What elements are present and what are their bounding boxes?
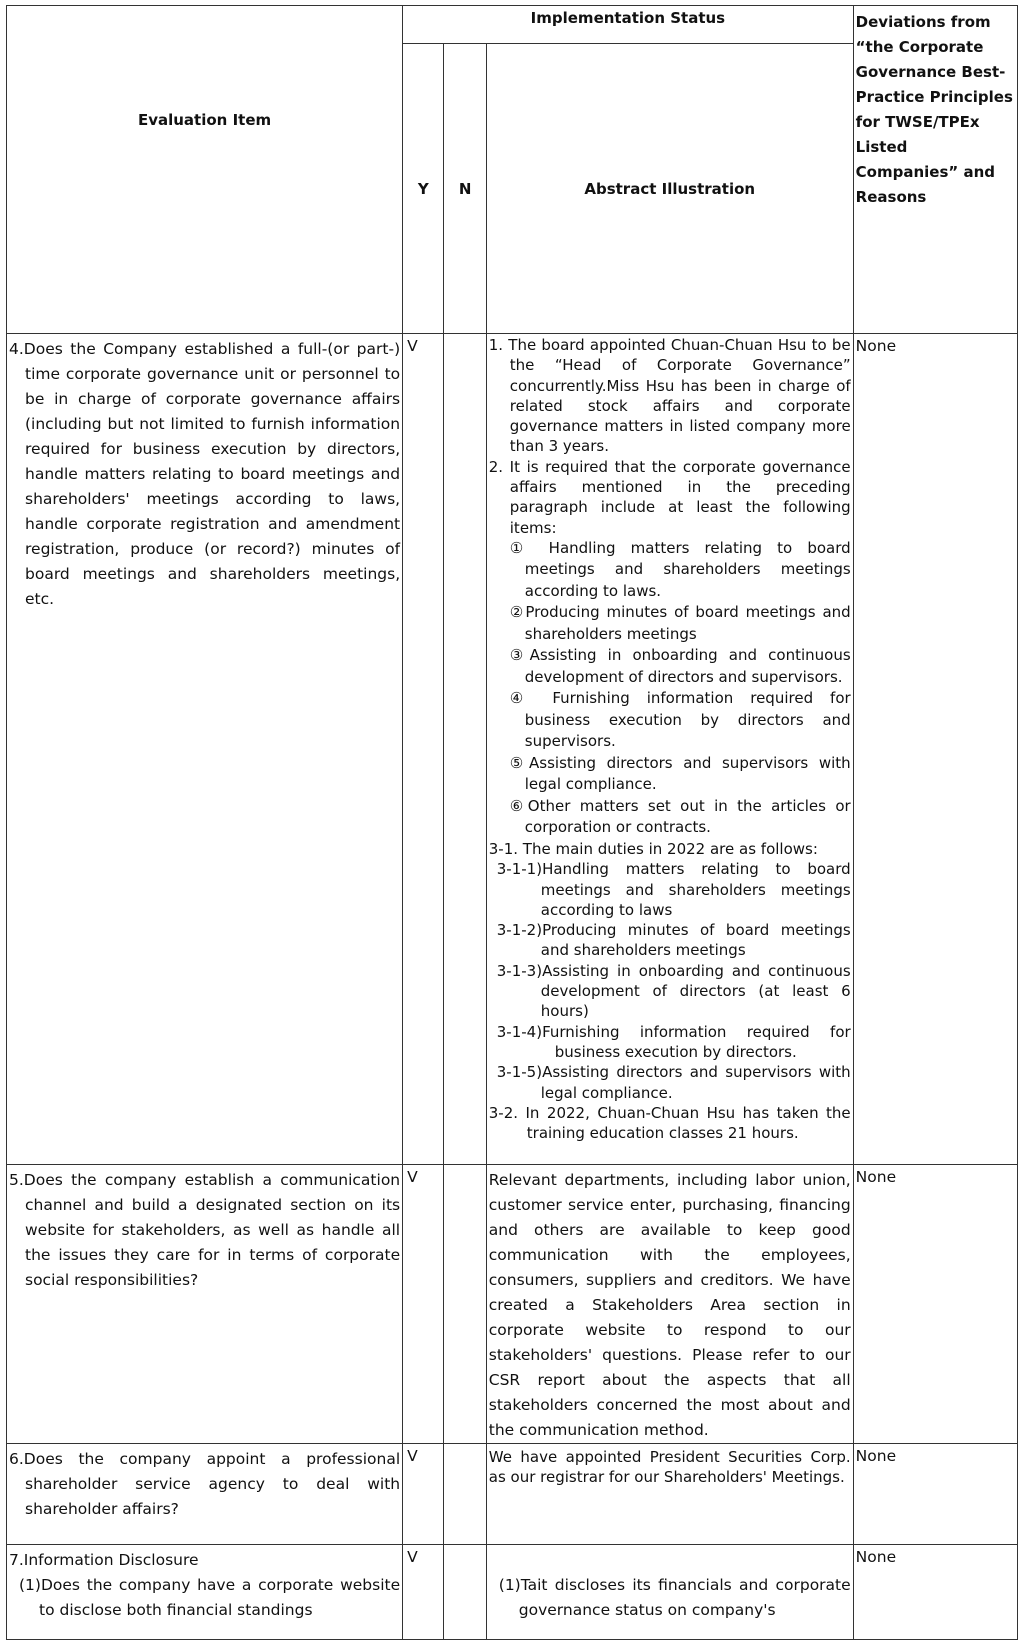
table-row [7, 1545, 1018, 1640]
status-n [444, 334, 486, 1165]
evaluation-table [6, 5, 1018, 1640]
abstract-list-item: 3-1-2)Producing minutes of board meetings and shareholders meetings [496, 921, 851, 960]
table-row [7, 334, 1018, 1165]
evaluation-item-text: 6.Does the company appoint a professional shareholder service agency to deal with shareholder affairs? [9, 1450, 401, 1518]
abstract-illustration [486, 334, 853, 1165]
evaluation-item-text: (1)Does the company have a corporate website to disclose both financial standings [19, 1576, 401, 1619]
header-implementation-status: Implementation Status [403, 6, 854, 44]
abstract-paragraph: 2. It is required that the corporate governance affairs mentioned in the preceding paragraph include at least the following items: [488, 457, 851, 537]
abstract-paragraph: 1. The board appointed Chuan-Chuan Hsu to be the “Head of Corporate Governance” concurrently.Miss Hsu has been in charge of related stock affairs and corporate governance matters in listed company more than 3 years. [488, 336, 851, 456]
status-y: V [403, 1545, 444, 1640]
header-n: N [444, 44, 486, 334]
deviation-text: None [853, 1545, 1017, 1640]
abstract-paragraph: (1)Tait discloses its financials and corporate governance status on company's [498, 1576, 851, 1619]
abstract-list-item: ① Handling matters relating to board meetings and shareholders meetings according to laws. [509, 538, 851, 600]
abstract-illustration: We have appointed President Securities Corp. as our registrar for our Shareholders' Meetings. [486, 1444, 853, 1545]
abstract-illustration: Relevant departments, including labor union, customer service enter, purchasing, financing and others are available to keep good communication with the employees, consumers, suppliers and creditors. We have created a Stakeholders Area section in corporate website to respond to our stakeholders' questions. Please refer to our CSR report about the aspects that all stakeholders concerned the most about and the communication method. [486, 1165, 853, 1444]
abstract-list-item: 3-1-3)Assisting in onboarding and continuous development of directors (at least 6 hours) [496, 961, 851, 1021]
evaluation-item-text: 4.Does the Company established a full-(or part-) time corporate governance unit or personnel to be in charge of corporate governance affairs (including but not limited to furnish information required for business execution by directors, handle matters relating to board meetings and shareholders' meetings according to laws, handle corporate registration and amendment registration, produce (or record?) minutes of board meetings and shareholders meetings, etc. [9, 340, 401, 608]
status-n [444, 1545, 486, 1640]
abstract-paragraph: 3-1. The main duties in 2022 are as follows: [488, 839, 818, 858]
evaluation-item-title: 7.Information Disclosure [9, 1551, 199, 1569]
table-row [7, 1444, 1018, 1545]
deviation-text: None [853, 334, 1017, 1165]
status-y: V [403, 1444, 444, 1545]
status-y: V [403, 1165, 444, 1444]
abstract-illustration [486, 1545, 853, 1640]
abstract-list-item: 3-1-1)Handling matters relating to board meetings and shareholders meetings according to laws [496, 860, 851, 919]
abstract-list-item: ⑥Other matters set out in the articles or corporation or contracts. [509, 796, 851, 837]
status-n [444, 1165, 486, 1444]
abstract-list-item: ②Producing minutes of board meetings and shareholders meetings [509, 603, 851, 643]
abstract-paragraph: 3-2. In 2022, Chuan-Chuan Hsu has taken the training education classes 21 hours. [488, 1103, 851, 1143]
table-row [7, 1165, 1018, 1444]
abstract-list-item: 3-1-5)Assisting directors and supervisors with legal compliance. [496, 1063, 851, 1102]
header-y: Y [403, 44, 444, 334]
deviation-text: None [853, 1165, 1017, 1444]
abstract-list-item: ④ Furnishing information required for business execution by directors and supervisors. [509, 689, 851, 751]
header-evaluation-item: Evaluation Item [7, 6, 403, 334]
header-deviations: Deviations from “the Corporate Governance Best-Practice Principles for TWSE/TPEx Listed Companies” and Reasons [853, 6, 1017, 334]
abstract-list-item: ③Assisting in onboarding and continuous development of directors and supervisors. [509, 646, 851, 686]
status-y: V [403, 334, 444, 1165]
header-row [7, 6, 1018, 44]
abstract-list-item: ⑤Assisting directors and supervisors with legal compliance. [509, 753, 851, 794]
abstract-list-item: 3-1-4)Furnishing information required for business execution by directors. [496, 1022, 851, 1061]
header-abstract-illustration: Abstract Illustration [486, 44, 853, 334]
deviation-text: None [853, 1444, 1017, 1545]
status-n [444, 1444, 486, 1545]
evaluation-item-text: 5.Does the company establish a communication channel and build a designated section on its website for stakeholders, as well as handle all the issues they care for in terms of corporate social responsibilities? [9, 1171, 401, 1289]
